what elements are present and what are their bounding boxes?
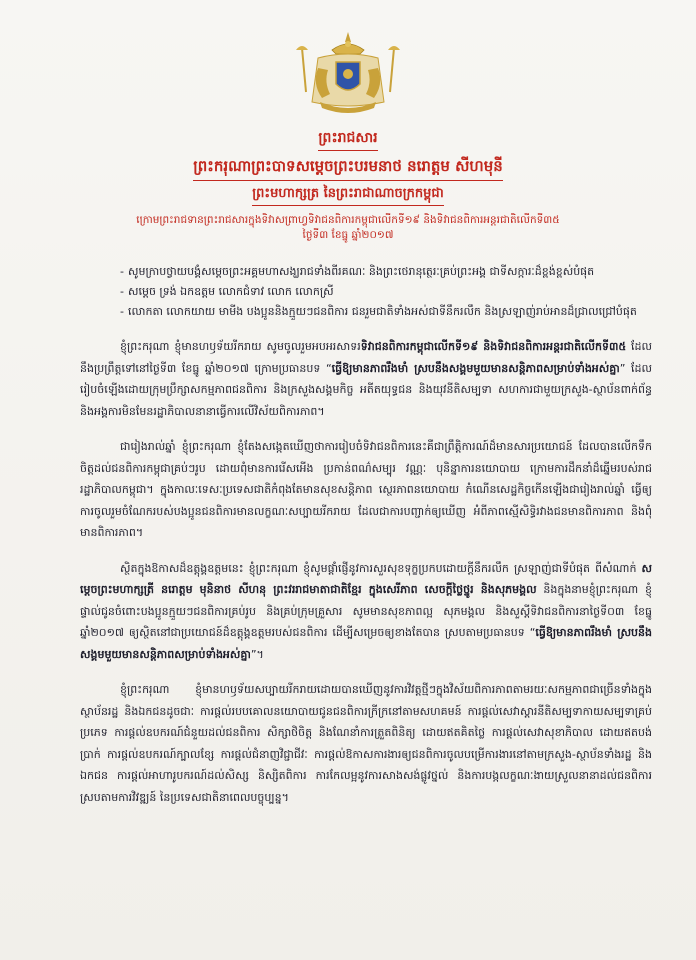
- salutation-item: - លោកតា លោកយាយ មាមីង បងប្អូននិងក្មួយៗជនពិការ ជនរួមជាតិទាំងអស់ជាទីនឹករលឹក និងស្រឡាញ់រាប់អានដ៏ជ្រាលជ្រៅបំផុត: [120, 302, 656, 322]
- salutation-list: [40, 262, 656, 322]
- date-line: ថ្ងៃទី៣ ខែធ្នូ ឆ្នាំ២០១៧: [302, 229, 394, 241]
- paragraph-3: ស្ថិតក្នុងឱកាសដ៏ឧត្តុង្គឧត្តមនេះ ខ្ញុំព្រះករុណា ខ្ញុំសូមផ្តាំផ្ញើនូវការសួរសុខទុក្ខប្រកបដោយក្តីនឹករលឹក ស្រឡាញ់ជាទីបំផុត ពីសំណាក់ សម្តេចព្រះមហាក្សត្រី នរោត្តម មុនិនាថ សីហនុ ព្រះវររាជមាតាជាតិខ្មែរ ក្នុងសេរីភាព សេចក្តីថ្លៃថ្នូរ និងសុភមង្គល និងក្នុងនាមខ្ញុំព្រះករុណា ខ្ញុំផ្ទាល់ជូនចំពោះបងប្អូនក្មួយៗជនពិការគ្រប់រូប និងគ្រប់ក្រុមគ្រួសារ សូមមានសុខភាពល្អ សុភមង្គល និងសួស្តីទិវាជនពិការនាថ្ងៃទី០៣ ខែធ្នូ ឆ្នាំ២០១៧ ឲ្យស្ថិតនៅជាប្រយោជន៍ដ៏ឧត្តុង្គឧត្តមរបស់ជនពិការ ដើម្បីសម្រេចឲ្យខាងតែបាន ស្របតាមប្រធានបទ “ធ្វើឱ្យមានភាពរឹងមាំ ស្របនឹងសង្គមមួយមានសន្តិភាពសម្រាប់ទាំងអស់គ្នា”។: [80, 561, 652, 661]
- king-title-heading: ព្រះមហាក្សត្រ នៃព្រះរាជាណាចក្រកម្ពុជា: [40, 185, 656, 206]
- king-name-heading: ព្រះករុណាព្រះបាទសម្តេចព្រះបរមនាថ នរោត្តម សីហមុនី: [40, 157, 656, 181]
- salutation-item: - សូមក្រាបថ្វាយបង្គំសម្តេចព្រះអគ្គមហាសង្ឃរាជទាំងពីរគណៈ និងព្រះថេរានុត្ថេរៈគ្រប់ព្រះអង្គ ជាទីសក្ការៈដ៏ខ្ពង់ខ្ពស់បំផុត: [120, 262, 656, 282]
- paragraph-1: ខ្ញុំព្រះករុណា ខ្ញុំមានហឫទ័យរីករាយ សូមចូលរួមអបអរសាទរទិវាជនពិការកម្ពុជាលើកទី១៩ និងទិវាជនពិការអន្តរជាតិលើកទី៣៥ ដែលនឹងប្រព្រឹត្តទៅនៅថ្ងៃទី៣ ខែធ្នូ ឆ្នាំ២០១៧ ក្រោមប្រធានបទ “ធ្វើឱ្យមានភាពរឹងមាំ ស្របនឹងសង្គមមួយមានសន្តិភាពសម្រាប់ទាំងអស់គ្នា” ដែលរៀបចំឡើងដោយក្រុមប្រឹក្សាសកម្មភាពជនពិការ និងក្រសួងសង្គមកិច្ច អតីតយុទ្ធជន និងយុវនីតិសម្បទា សហការជាមួយក្រសួង-ស្ថាប័នពាក់ព័ន្ធ និងអង្គការមិនមែនរដ្ឋាភិបាលនានាធ្វើការលើវិស័យពិការភាព។: [80, 340, 652, 418]
- salutation-item: - សម្តេច ទ្រង់ ឯកឧត្តម លោកជំទាវ លោក លោកស្រី: [120, 282, 656, 302]
- document-title: ព្រះរាជសារ: [40, 128, 656, 151]
- paragraph-2: ជារៀងរាល់ឆ្នាំ ខ្ញុំព្រះករុណា ខ្ញុំតែងសង្កេតឃើញថាការរៀបចំទិវាជនពិការនេះគឺជាព្រឹត្តិការណ៍ដ៏មានសារប្រយោជន៍ ដែលបានលើកទឹកចិត្តដល់ជនពិការកម្ពុជាគ្រប់ៗរូប ដោយពុំមានការរើសអើង ប្រកាន់ពណ៌សម្បុរ វណ្ណៈ បុនិន្នាការនយោបាយ ក្រោមការដឹកនាំដ៏ឆ្នើមរបស់រាជរដ្ឋាភិបាលកម្ពុជា។ ក្នុងកាលៈទេសៈប្រទេសជាតិកំពុងតែមានសុខសន្តិភាព ស្ថេរភាពនយោបាយ កំណើនសេដ្ឋកិច្ចកើនឡើងជារៀងរាល់ឆ្នាំ ធ្វើឲ្យការចូលរួមចំណែករបស់បងប្អូនជនពិការមានលក្ខណៈសប្បាយរីករាយ ដែលជាការបញ្ជាក់ឲ្យឃើញ អំពីភាពស្មើសិទ្ធិរវាងជនមានពិការភាព និងពុំមានពិការភាព។: [80, 440, 652, 539]
- paragraph-4: ខ្ញុំព្រះករុណា ខ្ញុំមានហឫទ័យសប្បាយរីករាយដោយបានឃើញនូវការវិវត្តថ្មីៗក្នុងវិស័យពិការភាពតាមរយៈសកម្មភាពជាច្រើនទាំងក្នុងស្ថាប័នរដ្ឋ និងឯកជនដូចជាៈ ការផ្តល់របបគោលនយោបាយជូនជនពិការក្រីក្រនៅតាមសហគមន៍ ការផ្តល់សេវាស្តារនីតិសម្បទាកាយសម្បទាគ្រប់ប្រភេទ ការផ្តល់ឧបករណ៍ជំនួយដល់ជនពិការ សិក្សាថិចិត្ត និងណែនាំការត្រួតពិនិត្យ ដោយឥតគិតថ្លៃ ការផ្តល់សេវាសុខាភិបាល ដោយឥតបង់ប្រាក់ ការផ្តល់ឧបករណ៍ក្បាលខ្សែ ការផ្តល់ជំនាញវិជ្ជាជីវៈ ការផ្តល់ឱកាសការងារឲ្យជនពិការចូលបម្រើការងារនៅតាមក្រសួង-ស្ថាប័នទាំងរដ្ឋ និងឯកជន ការផ្តល់អាហារូបករណ៍ដល់សិស្ស និស្សិតពិការ ការកែលម្អនូវការសាងសង់ផ្លូវថ្នល់ និងការបង្កលក្ខណៈងាយស្រួលនានាដល់ជនពិការ ស្របតាមការវិវឌ្ឍន៍ នៃប្រទេសជាតិនាពេលបច្ចុប្បន្ន។: [80, 683, 652, 804]
- occasion-line: ក្រោមព្រះរាជទានព្រះរាជសារក្នុងទិវាសព្រាហ្វទិវាជនពិការកម្ពុជាលើកទី១៩ និងទិវាជនពិការអន្តរជាតិលើកទី៣៥: [136, 214, 560, 226]
- royal-arms-emblem-icon: [288, 28, 408, 120]
